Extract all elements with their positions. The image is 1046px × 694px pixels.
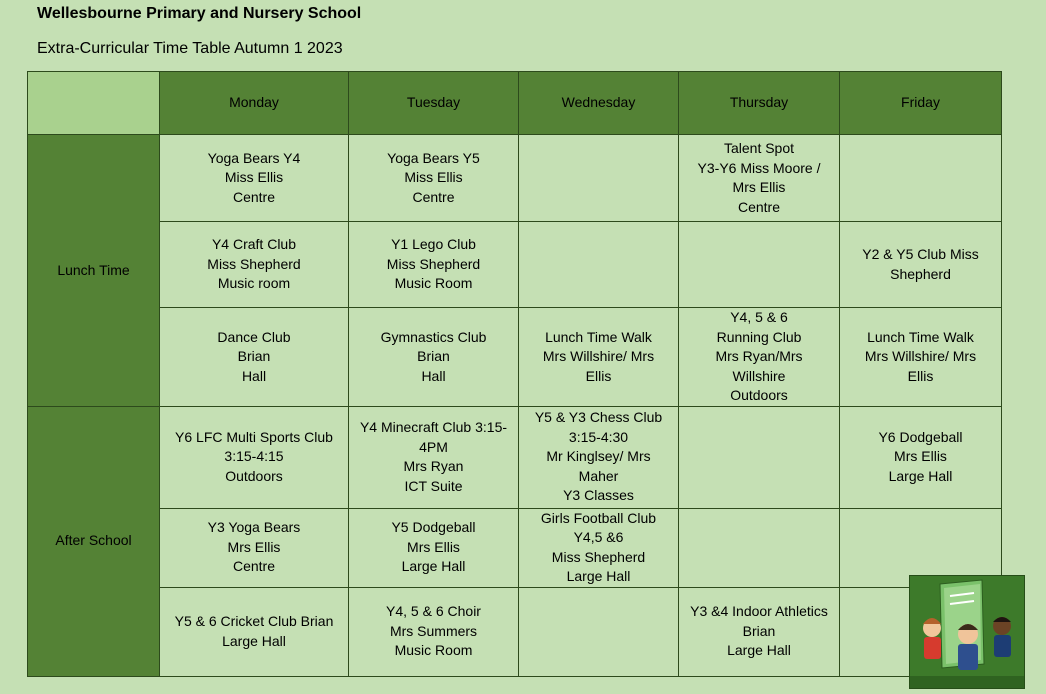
activity-line: Mrs Ellis (227, 538, 281, 555)
activity-cell (349, 308, 519, 407)
activity-cell (840, 406, 1002, 508)
activity-line: Yoga Bears Y5 (387, 149, 480, 166)
activity-cell (840, 308, 1002, 407)
activity-line: Large Hall (566, 568, 631, 584)
activity-line: 3:15-4:15 (224, 448, 284, 465)
activity-cell (349, 587, 519, 676)
activity-cell (679, 222, 840, 308)
period-after-school: After School (28, 406, 160, 676)
activity-line: Y6 Dodgeball (878, 428, 963, 445)
activity-line: Y6 LFC Multi Sports Club (175, 428, 333, 445)
day-header-thursday: Thursday (679, 72, 840, 135)
activity-cell (519, 308, 679, 407)
activity-line: Miss Shepherd (207, 255, 301, 272)
activity-line: 3:15-4:30 (568, 428, 629, 445)
activity-cell (160, 406, 349, 508)
activity-cell (349, 508, 519, 587)
timetable-title: Extra-Curricular Time Table Autumn 1 2023 (37, 40, 343, 57)
activity-line: Mrs Willshire/ Mrs (542, 348, 655, 364)
activity-line: Brian (742, 622, 776, 639)
day-header-monday: Monday (160, 72, 349, 135)
activity-line: Music Room (394, 642, 473, 659)
activity-line: 4PM (419, 438, 448, 455)
activity-line: Brian (237, 348, 271, 364)
activity-line: Outdoors (225, 467, 283, 484)
activity-line: Y3-Y6 Miss Moore / (697, 159, 821, 176)
activity-line: Y4, 5 & 6 (730, 309, 788, 325)
activity-line: Hall (241, 367, 267, 384)
activity-line: Brian (417, 348, 450, 364)
activity-line: Ellis (907, 367, 934, 384)
day-header-wednesday: Wednesday (519, 72, 679, 135)
activity-cell (519, 587, 679, 676)
activity-line: Y4 Minecraft Club 3:15- (359, 419, 508, 435)
table-row (28, 587, 1002, 676)
activity-line: Centre (232, 188, 276, 205)
activity-line: Y3 Yoga Bears (207, 519, 301, 536)
activity-line: Y3 Classes (563, 487, 634, 504)
activity-line: Mrs Ryan/Mrs (715, 348, 803, 364)
activity-line: Large Hall (888, 467, 953, 484)
activity-line: Hall (421, 367, 446, 384)
activity-cell (349, 406, 519, 508)
activity-cell (840, 222, 1002, 308)
activity-line: Mrs Ellis (732, 179, 786, 195)
day-header-tuesday: Tuesday (349, 72, 519, 135)
activity-cell (349, 222, 519, 308)
activity-line: Mrs Ryan (403, 458, 464, 474)
activity-cell (519, 222, 679, 308)
activity-line: Lunch Time Walk (545, 328, 652, 345)
activity-line: Mrs Ellis (894, 448, 947, 465)
activity-cell (679, 508, 840, 587)
activity-line: Large Hall (401, 558, 466, 575)
activity-line: Outdoors (730, 387, 788, 403)
activity-cell (160, 587, 349, 676)
activity-line: Ellis (585, 367, 612, 384)
activity-line: Mr Kinglsey/ Mrs (546, 448, 651, 465)
activity-line: Lunch Time Walk (867, 328, 974, 345)
table-row (28, 508, 1002, 587)
activity-line: Y5 Dodgeball (391, 519, 476, 536)
activity-line: Mrs Ellis (407, 538, 460, 555)
activity-cell (679, 587, 840, 676)
activity-line: Centre (412, 188, 455, 205)
activity-cell (679, 135, 840, 222)
activity-line: Shepherd (890, 265, 951, 282)
activity-line: ICT Suite (404, 477, 463, 494)
school-logo-image (910, 576, 1024, 688)
activity-cell (349, 135, 519, 222)
activity-line: Miss Ellis (224, 169, 284, 186)
activity-line: Y4,5 &6 (573, 529, 624, 545)
activity-cell (519, 508, 679, 587)
activity-line: Y4, 5 & 6 Choir (386, 603, 481, 620)
activity-cell (160, 135, 349, 222)
activity-line: Y4 Craft Club (211, 236, 297, 253)
activity-line: Girls Football Club (540, 509, 657, 526)
activity-line: Yoga Bears Y4 (207, 149, 301, 166)
activity-cell (519, 406, 679, 508)
activity-cell (519, 135, 679, 222)
activity-line: Mrs Willshire/ Mrs (864, 348, 977, 364)
activity-line: Centre (737, 198, 781, 215)
activity-line: Large Hall (727, 642, 791, 659)
activity-line: Running Club (716, 328, 802, 345)
activity-cell (679, 406, 840, 508)
period-lunch-time: Lunch Time (28, 135, 160, 407)
activity-line: Willshire (732, 367, 786, 384)
table-row (28, 135, 1002, 222)
table-row (28, 222, 1002, 308)
activity-line: Dance Club (217, 328, 291, 345)
activity-line: Y3 &4 Indoor Athletics (690, 603, 828, 620)
activity-line: Y5 & Y3 Chess Club (534, 409, 663, 426)
activity-cell (840, 135, 1002, 222)
school-name: Wellesbourne Primary and Nursery School (37, 5, 362, 22)
activity-line: Centre (232, 558, 276, 575)
activity-line: Large Hall (222, 632, 286, 649)
activity-line: Miss Shepherd (551, 548, 646, 565)
activity-line: Music Room (394, 275, 473, 292)
activity-cell (160, 308, 349, 407)
activity-line: Gymnastics Club (380, 328, 487, 345)
timetable (27, 71, 1002, 677)
table-row (28, 406, 1002, 508)
activity-cell (160, 222, 349, 308)
activity-line: Miss Shepherd (386, 255, 481, 272)
activity-line: Music room (217, 275, 291, 292)
day-header-friday: Friday (840, 72, 1002, 135)
activity-line: Miss Ellis (404, 169, 463, 186)
school-logo (909, 575, 1025, 689)
activity-line: Y2 & Y5 Club Miss (862, 246, 979, 262)
table-row (28, 308, 1002, 407)
activity-line: Talent Spot (723, 140, 795, 156)
activity-line: Y5 & 6 Cricket Club Brian (174, 613, 334, 629)
activity-line: Maher (578, 467, 619, 484)
activity-line: Y1 Lego Club (391, 236, 476, 253)
corner-cell (28, 72, 160, 135)
activity-cell (679, 308, 840, 407)
activity-cell (160, 508, 349, 587)
activity-line: Mrs Summers (389, 622, 478, 639)
day-header-row (28, 72, 1002, 135)
